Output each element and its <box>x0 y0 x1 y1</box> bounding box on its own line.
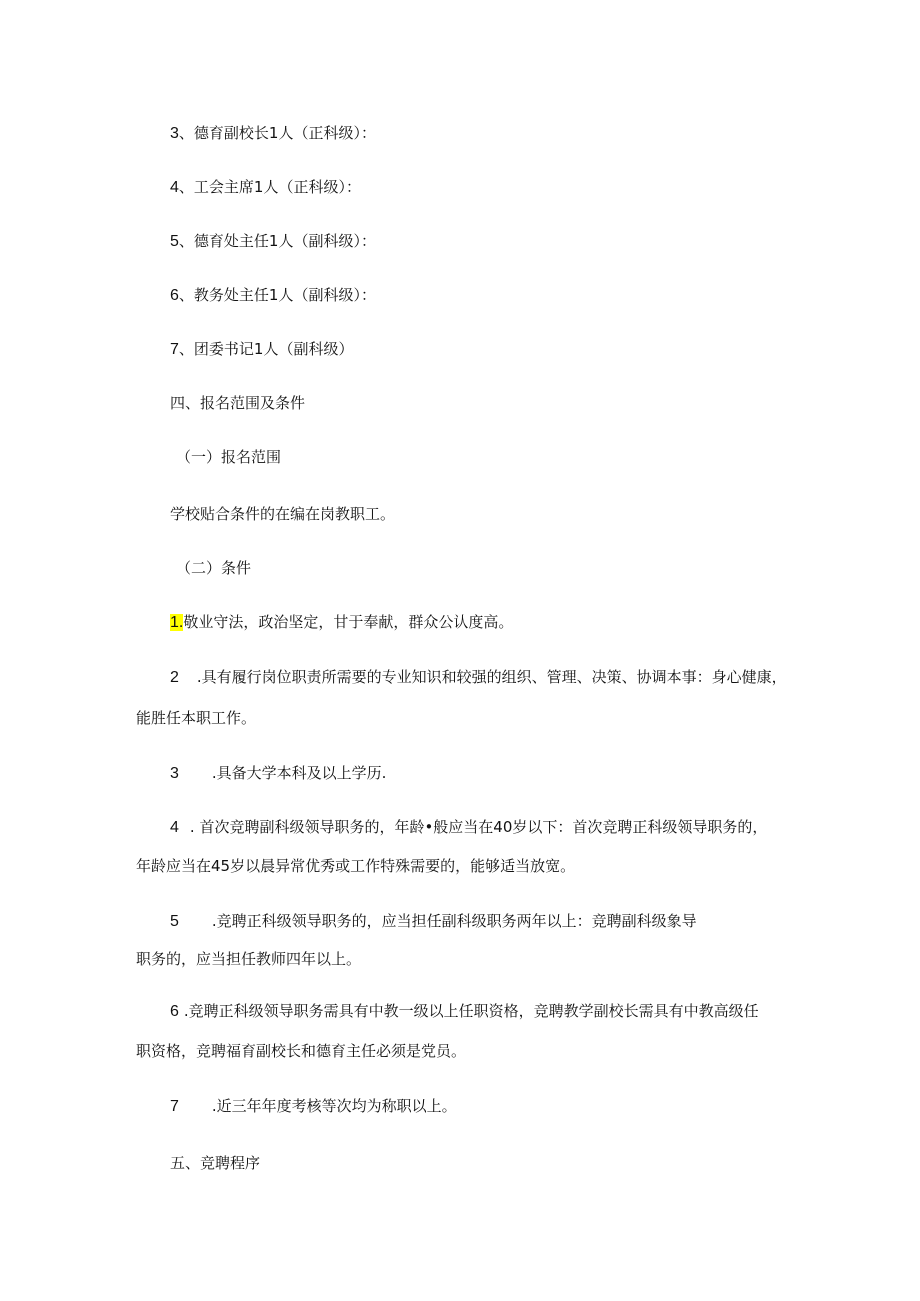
condition-item-2-cont: 能胜任本职工作。 <box>136 709 257 727</box>
subsection-scope-heading: （一）报名范围 <box>176 448 282 466</box>
condition-item-2: 2 .具有履行岗位职责所需要的专业知识和较强的组织、管理、决策、协调本事：身心健康， <box>170 668 787 686</box>
section-4-heading: 四、报名范围及条件 <box>170 394 306 412</box>
position-item-7: 7、团委书记1人（副科级） <box>170 340 354 358</box>
condition-item-1: 1.敬业守法，政治坚定，甘于奉献，群众公认度高。 <box>170 613 514 631</box>
position-item-3: 3、德育副校长1人（正科级）： <box>170 124 376 142</box>
condition-item-3: 3 .具备大学本科及以上学历. <box>170 764 387 782</box>
position-item-4: 4、工会主席1人（正科级）： <box>170 178 361 196</box>
condition-item-6: 6 .竞聘正科级领导职务需具有中教一级以上任职资格，竞聘教学副校长需具有中教高级任 <box>170 1002 759 1020</box>
condition-item-5: 5 .竞聘正科级领导职务的，应当担任副科级职务两年以上：竞聘副科级象导 <box>170 912 697 930</box>
position-item-6: 6、教务处主任1人（副科级）： <box>170 286 376 304</box>
position-item-5: 5、德育处主任1人（副科级）： <box>170 232 376 250</box>
condition-item-6-cont: 职资格，竞聘福育副校长和德育主任必须是党员。 <box>136 1042 467 1060</box>
scope-text: 学校贴合条件的在编在岗教职工。 <box>170 505 396 523</box>
condition-item-5-cont: 职务的，应当担任教师四年以上。 <box>136 950 362 968</box>
condition-item-4: 4 . 首次竞聘副科级领导职务的，年龄•般应当在40岁以下：首次竞聘正科级领导职务的， <box>170 818 768 836</box>
subsection-conditions-heading: （二）条件 <box>176 559 252 577</box>
section-5-heading: 五、竞聘程序 <box>170 1154 261 1172</box>
highlight-mark: 1. <box>170 614 184 631</box>
condition-item-7: 7 .近三年年度考核等次均为称职以上。 <box>170 1097 457 1115</box>
condition-item-4-cont: 年龄应当在45岁以晨异常优秀或工作特殊需要的，能够适当放宽。 <box>136 857 576 875</box>
